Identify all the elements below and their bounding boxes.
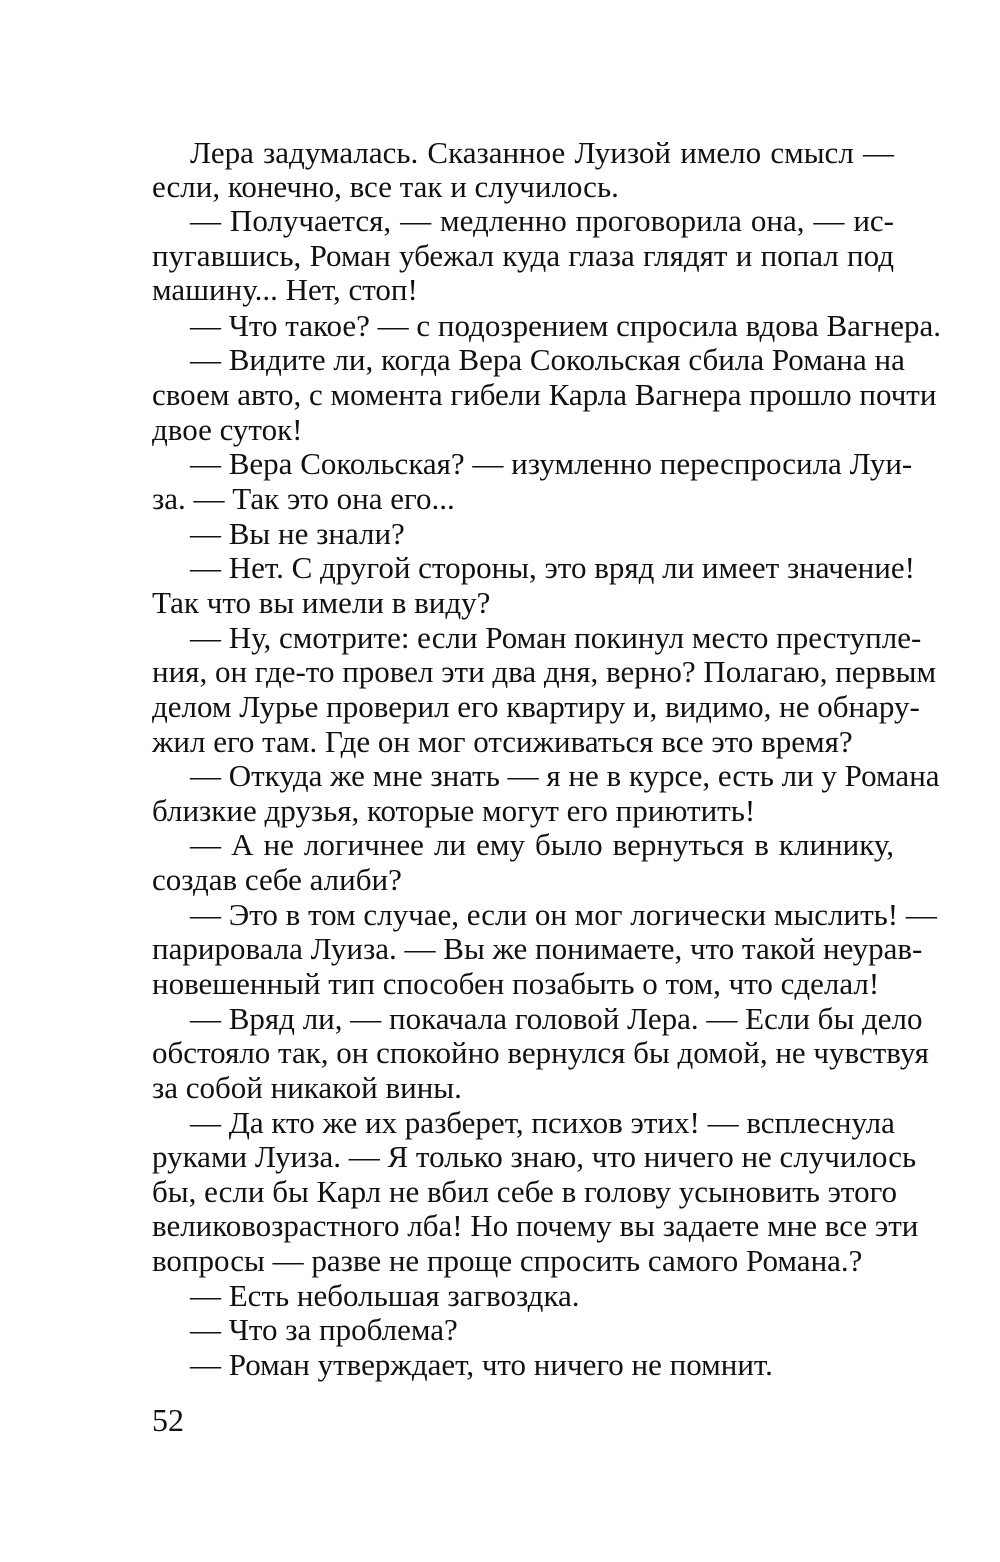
- text-line: — Вы не знали?: [190, 516, 405, 551]
- text-line: — А не логичнее ли ему было вернуться в клинику,: [190, 827, 894, 862]
- text-line: жил его там. Где он мог отсиживаться все это время?: [152, 724, 853, 759]
- text-line: — Есть небольшая загвоздка.: [190, 1278, 580, 1313]
- text-line: — Вера Сокольская? — изумленно переспросила Луи-: [190, 446, 913, 481]
- text-line: вопросы — разве не проще спросить самого Романа.?: [152, 1243, 863, 1278]
- text-line: великовозрастного лба! Но почему вы задаете мне все эти: [152, 1208, 919, 1243]
- text-line: парировала Луиза. — Вы же понимаете, что такой неурав-: [152, 931, 923, 966]
- text-line: близкие друзья, которые могут его приютить!: [152, 793, 756, 828]
- text-line: если, конечно, все так и случилось.: [152, 169, 619, 204]
- text-line: делом Лурье проверил его квартиру и, видимо, не обнару-: [152, 689, 920, 724]
- text-line: бы, если бы Карл не вбил себе в голову усыновить этого: [152, 1174, 898, 1209]
- text-line: пугавшись, Роман убежал куда глаза глядят и попал под: [152, 238, 894, 273]
- text-line: — Видите ли, когда Вера Сокольская сбила Романа на: [190, 342, 905, 377]
- text-line: — Что за проблема?: [190, 1312, 458, 1347]
- text-line: — Получается, — медленно проговорила она, — ис-: [190, 203, 894, 238]
- text-line: новешенный тип способен позабыть о том, что сделал!: [152, 966, 880, 1001]
- text-line: своем авто, с момента гибели Карла Вагнера прошло почти: [152, 377, 937, 412]
- text-line: за. — Так это она его...: [152, 481, 455, 516]
- text-line: руками Луиза. — Я только знаю, что ничего не случилось: [152, 1139, 917, 1174]
- text-line: — Откуда же мне знать — я не в курсе, есть ли у Романа: [190, 758, 940, 793]
- page-number: 52: [152, 1402, 184, 1438]
- text-line: Лера задумалась. Сказанное Луизой имело смысл —: [190, 135, 894, 170]
- text-line: за собой никакой вины.: [152, 1070, 462, 1105]
- text-line: — Да кто же их разберет, психов этих! — всплеснула: [190, 1105, 895, 1140]
- text-line: двое суток!: [152, 412, 303, 447]
- text-line: ния, он где-то провел эти два дня, верно? Полагаю, первым: [152, 654, 937, 689]
- text-line: — Это в том случае, если он мог логически мыслить! —: [190, 897, 937, 932]
- text-line: — Ну, смотрите: если Роман покинул место преступле-: [190, 620, 922, 655]
- text-line: обстояло так, он спокойно вернулся бы домой, не чувствуя: [152, 1035, 929, 1070]
- text-line: — Вряд ли, — покачала головой Лера. — Если бы дело: [190, 1001, 923, 1036]
- text-line: Так что вы имели в виду?: [152, 585, 491, 620]
- text-line: создав себе алиби?: [152, 862, 402, 897]
- text-line: — Что такое? — с подозрением спросила вдова Вагнера.: [190, 308, 941, 343]
- text-line: — Нет. С другой стороны, это вряд ли имеет значение!: [190, 550, 915, 585]
- text-line: машину... Нет, стоп!: [152, 272, 418, 307]
- text-line: — Роман утверждает, что ничего не помнит.: [190, 1347, 773, 1382]
